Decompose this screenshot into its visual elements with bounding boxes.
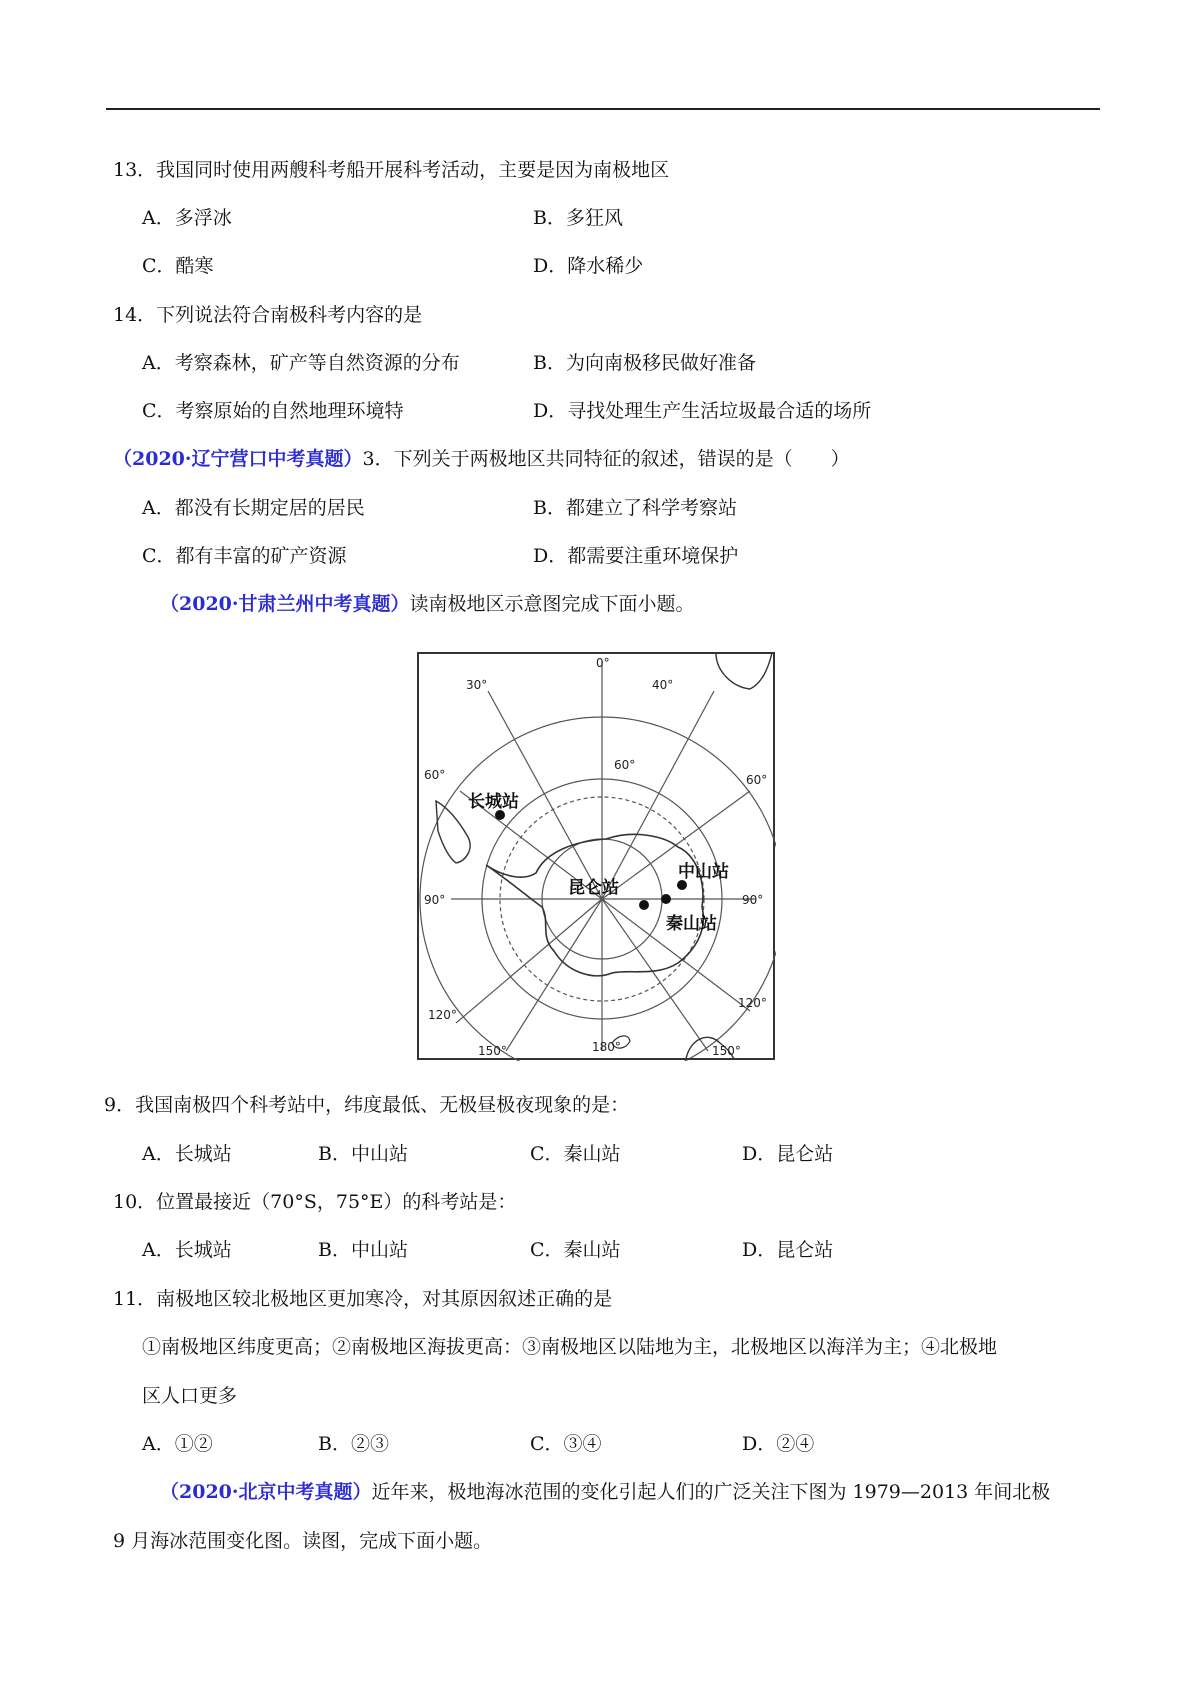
lon-label-120-w: 120° xyxy=(428,1008,457,1022)
question-11-stem: 11．南极地区较北极地区更加寒冷，对其原因叙述正确的是 xyxy=(113,1288,613,1310)
q11-option-c: C．③④ xyxy=(530,1433,602,1455)
q13-option-c: C．酷寒 xyxy=(142,255,214,277)
lon-label-90-w: 90° xyxy=(424,893,446,907)
question-14-stem: 14．下列说法符合南极科考内容的是 xyxy=(113,304,423,326)
question-3 xyxy=(113,447,850,471)
lon-label-60-w: 60° xyxy=(424,768,446,782)
q9-option-b: B．中山站 xyxy=(318,1143,408,1165)
q10-option-a: A．长城站 xyxy=(142,1239,232,1261)
question-10-stem: 10．位置最接近（70°S，75°E）的科考站是： xyxy=(113,1191,517,1213)
q9-option-a: A．长城站 xyxy=(142,1143,232,1165)
q13-option-d: D．降水稀少 xyxy=(533,255,644,277)
station-kunlun-label: 昆仑站 xyxy=(568,878,619,898)
header-rule xyxy=(106,108,1100,110)
lon-label-120-e: 120° xyxy=(738,996,767,1010)
station-taishan-dot xyxy=(661,894,671,904)
source-tag: （2020·甘肃兰州中考真题） xyxy=(160,593,410,615)
question-11-statements-line1: ①南极地区纬度更高；②南极地区海拔更高：③南极地区以陆地为主，北极地区以海洋为主；④北极地 xyxy=(142,1336,998,1358)
source-tag: （2020·北京中考真题） xyxy=(160,1481,372,1503)
q3-option-b: B．都建立了科学考察站 xyxy=(533,497,737,519)
q11-option-a: A．①② xyxy=(142,1433,213,1455)
antarctica-map-figure xyxy=(416,651,776,1061)
lon-label-150-w: 150° xyxy=(478,1044,507,1058)
q11-option-b: B．②③ xyxy=(318,1433,389,1455)
group-intro-text: 读南极地区示意图完成下面小题。 xyxy=(409,593,695,615)
group-intro-text-1: 近年来，极地海冰范围的变化引起人们的广泛关注下图为 1979—2013 年间北极 xyxy=(371,1481,1051,1503)
q13-option-a: A．多浮冰 xyxy=(142,207,232,229)
q9-option-c: C．秦山站 xyxy=(530,1143,621,1165)
source-tag: （2020·辽宁营口中考真题） xyxy=(113,448,363,470)
question-3-stem: 3．下列关于两极地区共同特征的叙述，错误的是（ ） xyxy=(362,448,850,470)
lon-label-150-e: 150° xyxy=(712,1044,741,1058)
station-changcheng-label: 长城站 xyxy=(468,792,519,812)
q3-option-a: A．都没有长期定居的居民 xyxy=(142,497,365,519)
q3-option-c: C．都有丰富的矿产资源 xyxy=(142,545,347,567)
lon-label-180: 180° xyxy=(592,1040,621,1054)
station-kunlun-dot xyxy=(639,900,649,910)
q14-option-a: A．考察森林，矿产等自然资源的分布 xyxy=(142,352,460,374)
question-11-statements-line2: 区人口更多 xyxy=(142,1385,238,1407)
q10-option-b: B．中山站 xyxy=(318,1239,408,1261)
station-taishan-label: 秦山站 xyxy=(666,914,717,934)
lon-label-90-e: 90° xyxy=(742,893,764,907)
lon-label-0: 0° xyxy=(596,656,610,670)
group-intro-beijing xyxy=(160,1480,1050,1504)
station-zhongshan-label: 中山站 xyxy=(678,862,729,882)
q14-option-c: C．考察原始的自然地理环境特 xyxy=(142,400,404,422)
q10-option-c: C．秦山站 xyxy=(530,1239,621,1261)
q9-option-d: D．昆仑站 xyxy=(742,1143,834,1165)
q14-option-d: D．寻找处理生产生活垃圾最合适的场所 xyxy=(533,400,872,422)
lon-label-60-e: 60° xyxy=(746,773,768,787)
q11-option-d: D．②④ xyxy=(742,1433,815,1455)
q14-option-b: B．为向南极移民做好准备 xyxy=(533,352,756,374)
question-13-stem: 13．我国同时使用两艘科考船开展科考活动，主要是因为南极地区 xyxy=(113,159,670,181)
group-intro-lanzhou xyxy=(160,592,695,616)
q3-option-d: D．都需要注重环境保护 xyxy=(533,545,739,567)
q10-option-d: D．昆仑站 xyxy=(742,1239,834,1261)
lon-label-40: 40° xyxy=(652,678,674,692)
question-9-stem: 9．我国南极四个科考站中，纬度最低、无极昼极夜现象的是： xyxy=(104,1094,630,1116)
group-intro-text-2: 9 月海冰范围变化图。读图，完成下面小题。 xyxy=(113,1530,493,1552)
lon-label-30: 30° xyxy=(466,678,488,692)
lat-label-60: 60° xyxy=(614,758,636,772)
q13-option-b: B．多狂风 xyxy=(533,207,623,229)
